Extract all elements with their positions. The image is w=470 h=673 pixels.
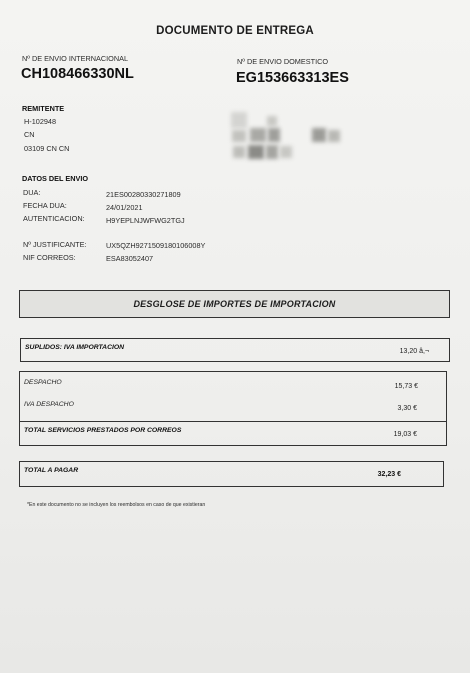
services-divider (20, 421, 446, 422)
total-services-amount: 19,03 € (393, 431, 417, 438)
breakdown-banner (19, 290, 450, 318)
total-to-pay-amount: 32,23 € (377, 471, 401, 478)
total-services-label: TOTAL SERVICIOS PRESTADOS POR CORREOS (24, 427, 182, 434)
suplidos-label: SUPLIDOS: IVA IMPORTACION (25, 344, 125, 351)
sender-line: CN (24, 130, 35, 139)
dua-date-label: FECHA DUA: (23, 201, 67, 210)
sender-line: 03109 CN CN (24, 144, 70, 153)
receipt-number-label: Nº JUSTIFICANTE: (23, 240, 87, 249)
dua-label: DUA: (23, 188, 41, 197)
iva-despacho-label: IVA DESPACHO (24, 401, 74, 408)
shipment-heading: DATOS DEL ENVIO (22, 174, 89, 183)
nif-value: ESA83052407 (106, 254, 154, 263)
sender-line: H-102948 (24, 117, 57, 126)
footnote: *En este documento no se incluyen los reembolsos en caso de que existieran (27, 502, 206, 508)
nif-label: NIF CORREOS: (23, 253, 76, 262)
total-to-pay-box (19, 461, 444, 487)
suplidos-amount: 13,20 â,¬ (399, 348, 429, 355)
authentication-label: AUTENTICACION: (23, 214, 85, 223)
total-to-pay-label: TOTAL A PAGAR (24, 467, 79, 474)
dua-value: 21ES00280330271809 (106, 190, 181, 199)
authentication-value: H9YEPLNJWFWG2TGJ (106, 216, 185, 225)
international-tracking-label: Nº DE ENVIO INTERNACIONAL (22, 54, 129, 63)
domestic-tracking-label: Nº DE ENVIO DOMESTICO (237, 57, 329, 66)
suplidos-box (20, 338, 450, 362)
dua-date-value: 24/01/2021 (106, 203, 143, 212)
domestic-tracking-number: EG153663313ES (236, 70, 349, 86)
receipt-number-value: UX5QZH9271509180106008Y (106, 241, 206, 250)
international-tracking-number: CH108466330NL (21, 66, 134, 82)
despacho-label: DESPACHO (24, 379, 62, 386)
iva-despacho-amount: 3,30 € (397, 405, 417, 412)
services-box (19, 371, 447, 446)
document-title: DOCUMENTO DE ENTREGA (156, 25, 314, 37)
breakdown-heading: DESGLOSE DE IMPORTES DE IMPORTACION (133, 299, 336, 309)
sender-heading: REMITENTE (22, 104, 65, 113)
despacho-amount: 15,73 € (394, 383, 418, 390)
